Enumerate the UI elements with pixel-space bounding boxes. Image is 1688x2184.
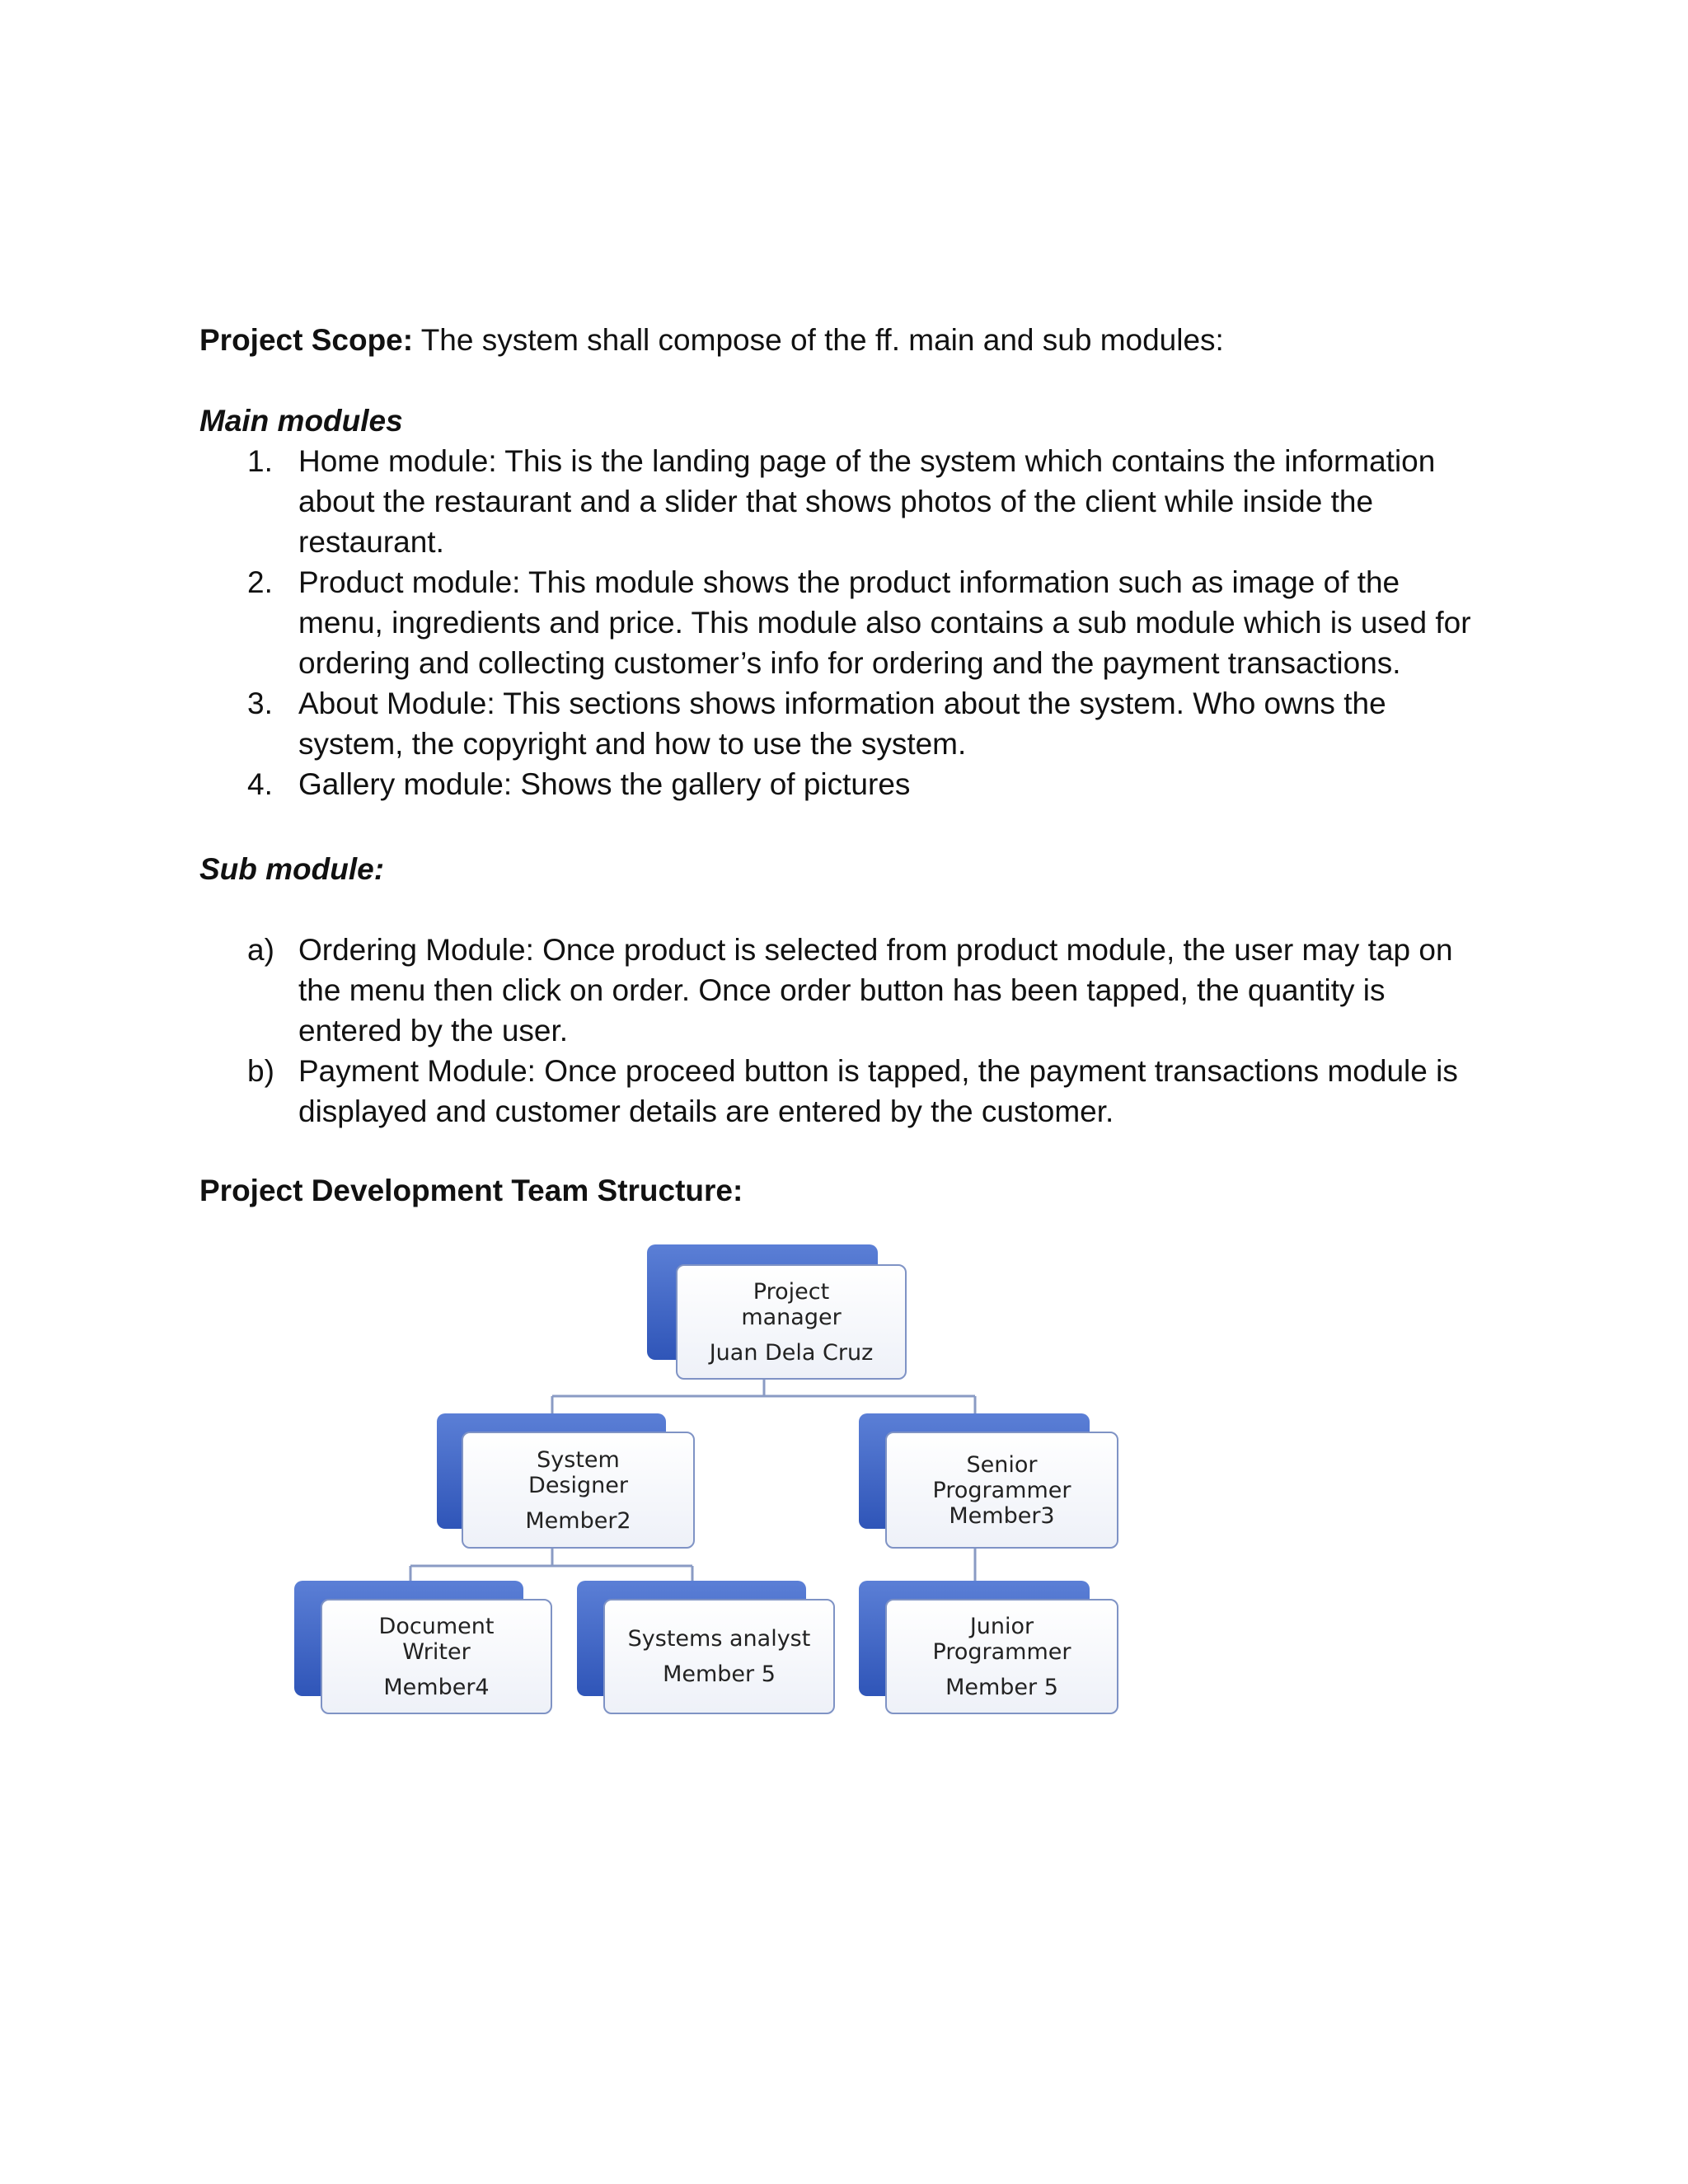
node-card: [603, 1599, 835, 1714]
list-marker: 3.: [247, 687, 273, 720]
list-item-text: Gallery module: Shows the gallery of pictures: [298, 767, 911, 801]
node-role: Senior Programmer: [932, 1451, 1071, 1503]
list-marker: a): [247, 933, 274, 967]
node-role: Junior Programmer: [932, 1613, 1071, 1665]
org-node-senior-programmer: [859, 1413, 1118, 1549]
node-member-name: Member2: [525, 1507, 631, 1534]
org-node-systems-analyst: [577, 1581, 835, 1715]
list-item-text: About Module: This sections shows information about the system. Who owns the system, the copyright and how to use the system.: [298, 687, 1386, 761]
list-marker: 2.: [247, 565, 273, 599]
list-item: [199, 1051, 1485, 1132]
list-item: [199, 683, 1485, 764]
list-item: [199, 562, 1485, 683]
node-member-name: Member3: [949, 1502, 1055, 1529]
project-scope-line: [199, 320, 1485, 361]
sub-modules-heading: Sub module:: [199, 852, 385, 886]
node-role: Project manager: [741, 1278, 842, 1330]
org-node-project-manager: [647, 1244, 907, 1380]
node-card: [885, 1599, 1118, 1714]
org-node-system-designer: [437, 1413, 695, 1549]
node-card: [321, 1599, 552, 1714]
project-scope-text: The system shall compose of the ff. main and sub modules:: [413, 323, 1224, 357]
org-node-junior-programmer: [859, 1581, 1118, 1715]
node-role: Systems analyst: [627, 1626, 811, 1652]
list-item-text: Home module: This is the landing page of the system which contains the information about the restaurant and a slider that shows photos of the client while inside the restaurant.: [298, 444, 1436, 559]
project-scope-label: Project Scope:: [199, 323, 414, 357]
sub-modules-list: [199, 930, 1485, 1132]
node-member-name: Juan Dela Cruz: [709, 1339, 874, 1366]
node-card: [676, 1264, 907, 1380]
list-item-text: Payment Module: Once proceed button is tapped, the payment transactions module is displayed and customer details are entered by the customer.: [298, 1054, 1458, 1128]
org-node-document-writer: [294, 1581, 552, 1715]
node-member-name: Member 5: [945, 1674, 1058, 1700]
list-item: [199, 764, 1485, 804]
node-card: [885, 1432, 1118, 1549]
list-marker: 1.: [247, 444, 273, 478]
node-member-name: Member 5: [663, 1661, 776, 1687]
list-item: [199, 930, 1485, 1051]
main-modules-list: [199, 441, 1485, 804]
list-item-text: Ordering Module: Once product is selected from product module, the user may tap on the menu then click on order. Once order button has been tapped, the quantity is entered by the user.: [298, 933, 1453, 1047]
node-role: System Designer: [528, 1446, 628, 1498]
node-role: Document Writer: [378, 1613, 495, 1665]
list-item: [199, 441, 1485, 562]
list-marker: b): [247, 1054, 274, 1088]
node-member-name: Member4: [383, 1674, 490, 1700]
main-modules-heading: Main modules: [199, 404, 403, 438]
team-structure-heading: Project Development Team Structure:: [199, 1174, 743, 1207]
node-card: [462, 1432, 695, 1549]
list-marker: 4.: [247, 767, 273, 801]
list-item-text: Product module: This module shows the product information such as image of the menu, ingredients and price. This module also contains a sub module which is used for ordering and collecting customer’s info for ordering and the payment transactions.: [298, 565, 1471, 680]
